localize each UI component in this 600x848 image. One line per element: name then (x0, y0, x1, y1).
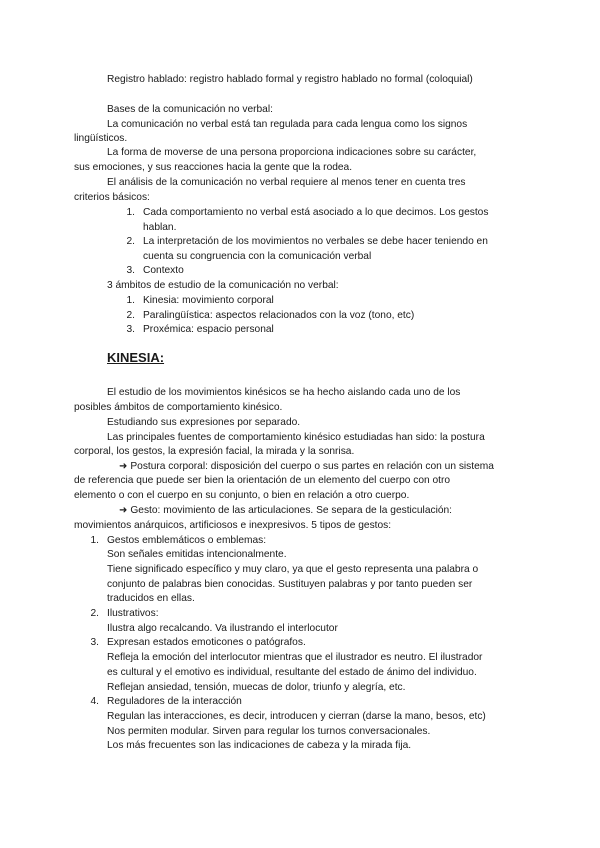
tipo-line: Regulan las interacciones, es decir, introducen y cierran (darse la mano, besos, etc) (107, 711, 486, 722)
tipo-line: traducidos en ellas. (107, 593, 195, 604)
tipo-line: es cultural y el emotivo es individual, resultante del estado de ánimo del individuo. (107, 667, 477, 678)
ambito-text: Proxémica: espacio personal (143, 324, 274, 335)
tipo-line: Expresan estados emoticones o patógrafos. (107, 637, 306, 648)
gesto-line: movimientos anárquicos, artificiosos e inexpresivos. 5 tipos de gestos: (74, 520, 392, 531)
bases-paragraph-line: criterios básicos: (74, 192, 150, 203)
criterio-text: hablan. (143, 222, 177, 233)
kinesia-paragraph-line: Estudiando sus expresiones por separado. (107, 417, 301, 428)
ambitos-title: 3 ámbitos de estudio de la comunicación no verbal: (107, 280, 339, 291)
tipo-number: 2. (90, 608, 99, 619)
criterio-number: 1. (126, 207, 135, 218)
tipo-line: Ilustrativos: (107, 608, 159, 619)
tipo-line: Los más frecuentes son las indicaciones de cabeza y la mirada fija. (107, 740, 412, 751)
tipo-line: conjunto de palabras bien conocidas. Sustituyen palabras y por tanto pueden ser (107, 579, 473, 590)
tipo-line: Reflejan ansiedad, tensión, muecas de dolor, triunfo y alegría, etc. (107, 682, 406, 693)
tipo-number: 4. (90, 696, 99, 707)
ambito-number: 1. (126, 295, 135, 306)
tipo-line: Son señales emitidas intencionalmente. (107, 549, 287, 560)
registro-line: Registro hablado: registro hablado formal y registro hablado no formal (coloquial) (107, 74, 473, 85)
kinesia-paragraph-line: El estudio de los movimientos kinésicos se ha hecho aislando cada uno de los (107, 387, 461, 398)
postura-line: de referencia que puede ser bien la orientación de un elemento del cuerpo con otro (74, 475, 451, 486)
bases-title: Bases de la comunicación no verbal: (107, 104, 273, 115)
bases-paragraph-line: El análisis de la comunicación no verbal requiere al menos tener en cuenta tres (107, 177, 466, 188)
tipo-line: Nos permiten modular. Sirven para regular los turnos conversacionales. (107, 726, 431, 737)
criterio-number: 2. (126, 236, 135, 247)
criterio-number: 3. (126, 265, 135, 276)
postura-line: elemento o con el cuerpo en su conjunto, o bien en relación a otro cuerpo. (74, 490, 410, 501)
tipo-line: Gestos emblemáticos o emblemas: (107, 535, 267, 546)
criterio-text: Cada comportamiento no verbal está asociado a lo que decimos. Los gestos (143, 207, 489, 218)
criterio-text: Contexto (143, 265, 184, 276)
kinesia-paragraph-line: Las principales fuentes de comportamiento kinésico estudiadas han sido: la postura (107, 432, 485, 443)
tipo-number: 3. (90, 637, 99, 648)
criterio-text: cuenta su congruencia con la comunicación verbal (143, 251, 372, 262)
postura-line: ➜ Postura corporal: disposición del cuerpo o sus partes en relación con un sistema (119, 461, 494, 472)
gesto-line: ➜ Gesto: movimiento de las articulaciones. Se separa de la gesticulación: (119, 505, 453, 516)
bases-paragraph-line: La forma de moverse de una persona proporciona indicaciones sobre su carácter, (107, 147, 477, 158)
kinesia-paragraph-line: corporal, los gestos, la expresión facial, la mirada y la sonrisa. (74, 446, 355, 457)
ambito-number: 3. (126, 324, 135, 335)
ambito-text: Paralingüística: aspectos relacionados con la voz (tono, etc) (143, 310, 415, 321)
criterio-text: La interpretación de los movimientos no verbales se debe hacer teniendo en (143, 236, 488, 247)
kinesia-heading: KINESIA: (107, 350, 165, 365)
tipo-line: Reguladores de la interacción (107, 696, 242, 707)
bases-paragraph-line: lingüísticos. (74, 133, 128, 144)
tipo-line: Refleja la emoción del interlocutor mientras que el ilustrador es neutro. El ilustrador (107, 652, 483, 663)
tipo-line: Ilustra algo recalcando. Va ilustrando el interlocutor (107, 623, 338, 634)
ambito-text: Kinesia: movimiento corporal (143, 295, 274, 306)
tipo-number: 1. (90, 535, 99, 546)
bases-paragraph-line: sus emociones, y sus reacciones hacia la gente que la rodea. (74, 162, 353, 173)
kinesia-paragraph-line: posibles ámbitos de comportamiento kinésico. (74, 402, 283, 413)
bases-paragraph-line: La comunicación no verbal está tan regulada para cada lengua como los signos (107, 119, 468, 130)
tipo-line: Tiene significado específico y muy claro, ya que el gesto representa una palabra o (107, 564, 479, 575)
ambito-number: 2. (126, 310, 135, 321)
